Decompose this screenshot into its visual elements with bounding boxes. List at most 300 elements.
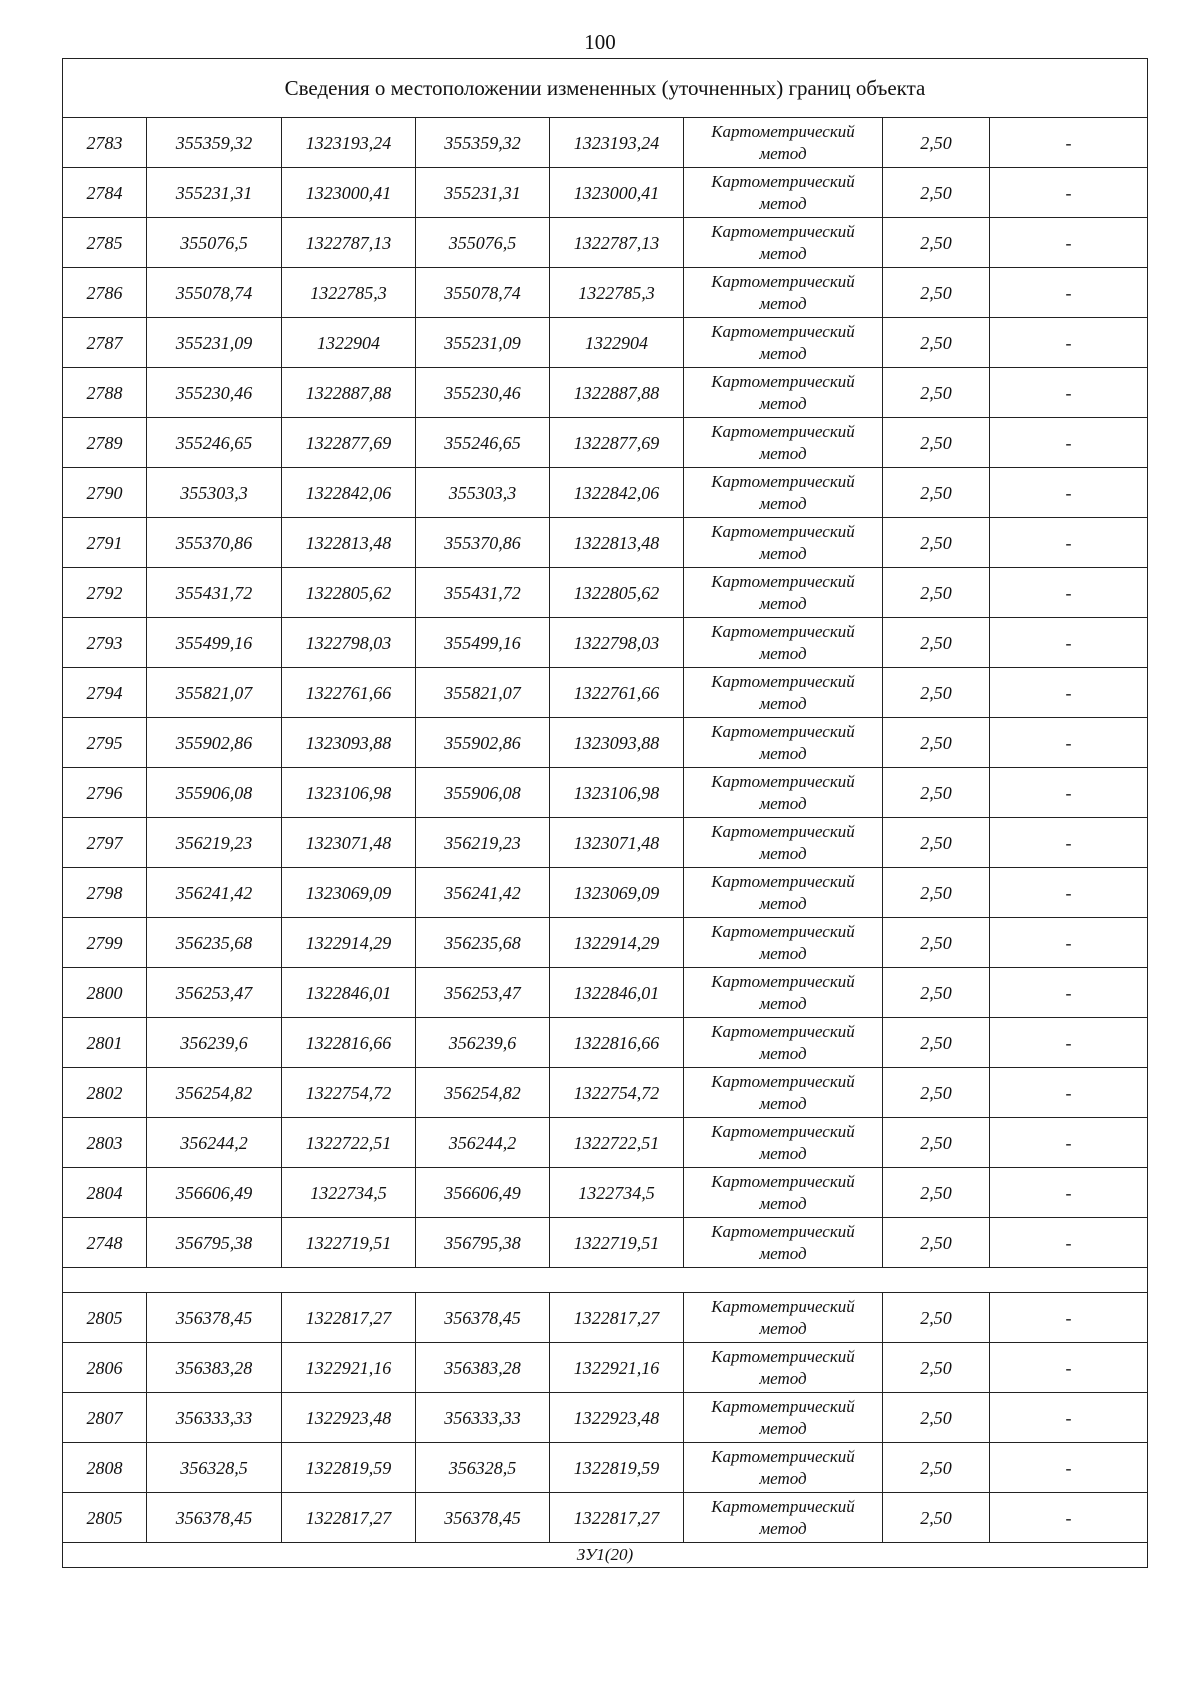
note-cell: - xyxy=(990,368,1148,418)
boundary-coordinates-table xyxy=(62,58,1148,1568)
y-new-cell: 1322719,51 xyxy=(550,1218,684,1268)
precision-cell: 2,50 xyxy=(883,418,990,468)
method-line-1: Картометрический xyxy=(711,571,855,591)
point-number-cell: 2806 xyxy=(63,1343,147,1393)
note-cell: - xyxy=(990,668,1148,718)
y-new-cell: 1322817,27 xyxy=(550,1293,684,1343)
y-existing-cell: 1322719,51 xyxy=(282,1218,416,1268)
precision-cell: 2,50 xyxy=(883,1393,990,1443)
method-line-1: Картометрический xyxy=(711,421,855,441)
method-line-2: метод xyxy=(759,243,807,263)
note-cell: - xyxy=(990,518,1148,568)
table-row xyxy=(63,518,1148,568)
x-existing-cell: 356254,82 xyxy=(147,1068,282,1118)
x-existing-cell: 356333,33 xyxy=(147,1393,282,1443)
method-line-1: Картометрический xyxy=(711,971,855,991)
table-row xyxy=(63,168,1148,218)
point-number-cell: 2788 xyxy=(63,368,147,418)
method-cell xyxy=(684,818,883,868)
method-line-1: Картометрический xyxy=(711,221,855,241)
point-number-cell: 2791 xyxy=(63,518,147,568)
point-number-cell: 2800 xyxy=(63,968,147,1018)
method-cell xyxy=(684,418,883,468)
method-line-2: метод xyxy=(759,793,807,813)
method-cell xyxy=(684,1218,883,1268)
point-number-cell: 2802 xyxy=(63,1068,147,1118)
precision-cell: 2,50 xyxy=(883,168,990,218)
point-number-cell: 2807 xyxy=(63,1393,147,1443)
method-cell xyxy=(684,568,883,618)
precision-cell: 2,50 xyxy=(883,1293,990,1343)
table-row xyxy=(63,1293,1148,1343)
point-number-cell: 2798 xyxy=(63,868,147,918)
x-existing-cell: 355902,86 xyxy=(147,718,282,768)
y-new-cell: 1322923,48 xyxy=(550,1393,684,1443)
y-new-cell: 1322904 xyxy=(550,318,684,368)
table-row xyxy=(63,118,1148,168)
y-new-cell: 1322761,66 xyxy=(550,668,684,718)
page-number: 100 xyxy=(584,30,616,54)
note-cell: - xyxy=(990,918,1148,968)
table-row xyxy=(63,468,1148,518)
y-new-cell: 1322846,01 xyxy=(550,968,684,1018)
method-line-2: метод xyxy=(759,943,807,963)
x-new-cell: 356253,47 xyxy=(416,968,550,1018)
table-row xyxy=(63,318,1148,368)
point-number-cell: 2789 xyxy=(63,418,147,468)
y-existing-cell: 1322817,27 xyxy=(282,1493,416,1543)
method-line-2: метод xyxy=(759,693,807,713)
y-new-cell: 1322813,48 xyxy=(550,518,684,568)
method-cell xyxy=(684,1443,883,1493)
x-existing-cell: 356219,23 xyxy=(147,818,282,868)
note-cell: - xyxy=(990,1393,1148,1443)
y-new-cell: 1322877,69 xyxy=(550,418,684,468)
footer-row xyxy=(63,1543,1148,1568)
method-line-2: метод xyxy=(759,1368,807,1388)
method-line-2: метод xyxy=(759,493,807,513)
table-row xyxy=(63,918,1148,968)
precision-cell: 2,50 xyxy=(883,368,990,418)
x-existing-cell: 355246,65 xyxy=(147,418,282,468)
precision-cell: 2,50 xyxy=(883,318,990,368)
y-existing-cell: 1322921,16 xyxy=(282,1343,416,1393)
y-existing-cell: 1322923,48 xyxy=(282,1393,416,1443)
point-number-cell: 2799 xyxy=(63,918,147,968)
table-row xyxy=(63,1343,1148,1393)
x-new-cell: 356378,45 xyxy=(416,1493,550,1543)
method-cell xyxy=(684,1343,883,1393)
y-existing-cell: 1323069,09 xyxy=(282,868,416,918)
note-cell: - xyxy=(990,1118,1148,1168)
point-number-cell: 2785 xyxy=(63,218,147,268)
y-new-cell: 1322921,16 xyxy=(550,1343,684,1393)
x-new-cell: 356239,6 xyxy=(416,1018,550,1068)
x-new-cell: 355076,5 xyxy=(416,218,550,268)
y-existing-cell: 1322722,51 xyxy=(282,1118,416,1168)
precision-cell: 2,50 xyxy=(883,268,990,318)
table-row xyxy=(63,368,1148,418)
x-new-cell: 356328,5 xyxy=(416,1443,550,1493)
x-existing-cell: 355431,72 xyxy=(147,568,282,618)
precision-cell: 2,50 xyxy=(883,1068,990,1118)
point-number-cell: 2808 xyxy=(63,1443,147,1493)
point-number-cell: 2801 xyxy=(63,1018,147,1068)
x-new-cell: 356378,45 xyxy=(416,1293,550,1343)
method-line-1: Картометрический xyxy=(711,271,855,291)
method-line-2: метод xyxy=(759,1518,807,1538)
x-existing-cell: 355231,09 xyxy=(147,318,282,368)
x-new-cell: 356606,49 xyxy=(416,1168,550,1218)
note-cell: - xyxy=(990,818,1148,868)
table-row xyxy=(63,1168,1148,1218)
y-new-cell: 1322819,59 xyxy=(550,1443,684,1493)
note-cell: - xyxy=(990,468,1148,518)
y-new-cell: 1322722,51 xyxy=(550,1118,684,1168)
table-row xyxy=(63,1018,1148,1068)
y-new-cell: 1322798,03 xyxy=(550,618,684,668)
y-existing-cell: 1322846,01 xyxy=(282,968,416,1018)
y-new-cell: 1322817,27 xyxy=(550,1493,684,1543)
method-cell xyxy=(684,1018,883,1068)
table-title-row xyxy=(63,59,1148,118)
point-number-cell: 2787 xyxy=(63,318,147,368)
note-cell: - xyxy=(990,618,1148,668)
x-new-cell: 356241,42 xyxy=(416,868,550,918)
method-line-2: метод xyxy=(759,1318,807,1338)
method-cell xyxy=(684,118,883,168)
method-line-1: Картометрический xyxy=(711,121,855,141)
point-number-cell: 2748 xyxy=(63,1218,147,1268)
note-cell: - xyxy=(990,868,1148,918)
y-new-cell: 1323093,88 xyxy=(550,718,684,768)
method-line-1: Картометрический xyxy=(711,721,855,741)
method-cell xyxy=(684,318,883,368)
table-row xyxy=(63,268,1148,318)
table-row xyxy=(63,768,1148,818)
y-existing-cell: 1323106,98 xyxy=(282,768,416,818)
precision-cell: 2,50 xyxy=(883,718,990,768)
precision-cell: 2,50 xyxy=(883,618,990,668)
method-line-1: Картометрический xyxy=(711,371,855,391)
method-line-1: Картометрический xyxy=(711,521,855,541)
precision-cell: 2,50 xyxy=(883,1218,990,1268)
method-cell xyxy=(684,218,883,268)
x-existing-cell: 356328,5 xyxy=(147,1443,282,1493)
separator-cell xyxy=(63,1268,1148,1293)
precision-cell: 2,50 xyxy=(883,468,990,518)
method-line-2: метод xyxy=(759,593,807,613)
note-cell: - xyxy=(990,318,1148,368)
x-existing-cell: 355499,16 xyxy=(147,618,282,668)
y-new-cell: 1323193,24 xyxy=(550,118,684,168)
method-line-1: Картометрический xyxy=(711,321,855,341)
y-new-cell: 1323071,48 xyxy=(550,818,684,868)
table-row xyxy=(63,1443,1148,1493)
note-cell: - xyxy=(990,1443,1148,1493)
x-new-cell: 356254,82 xyxy=(416,1068,550,1118)
note-cell: - xyxy=(990,1018,1148,1068)
x-new-cell: 355359,32 xyxy=(416,118,550,168)
note-cell: - xyxy=(990,1493,1148,1543)
x-existing-cell: 355231,31 xyxy=(147,168,282,218)
x-existing-cell: 355821,07 xyxy=(147,668,282,718)
method-line-1: Картометрический xyxy=(711,821,855,841)
method-cell xyxy=(684,618,883,668)
method-line-1: Картометрический xyxy=(711,671,855,691)
note-cell: - xyxy=(990,168,1148,218)
y-existing-cell: 1322914,29 xyxy=(282,918,416,968)
method-line-1: Картометрический xyxy=(711,1121,855,1141)
method-line-1: Картометрический xyxy=(711,1296,855,1316)
y-existing-cell: 1322734,5 xyxy=(282,1168,416,1218)
method-line-2: метод xyxy=(759,543,807,563)
x-existing-cell: 355303,3 xyxy=(147,468,282,518)
point-number-cell: 2805 xyxy=(63,1293,147,1343)
x-existing-cell: 356378,45 xyxy=(147,1293,282,1343)
method-line-2: метод xyxy=(759,1093,807,1113)
x-new-cell: 355370,86 xyxy=(416,518,550,568)
x-new-cell: 355821,07 xyxy=(416,668,550,718)
precision-cell: 2,50 xyxy=(883,918,990,968)
table-row xyxy=(63,818,1148,868)
method-cell xyxy=(684,1293,883,1343)
note-cell: - xyxy=(990,1343,1148,1393)
note-cell: - xyxy=(990,1293,1148,1343)
precision-cell: 2,50 xyxy=(883,968,990,1018)
point-number-cell: 2786 xyxy=(63,268,147,318)
y-new-cell: 1322805,62 xyxy=(550,568,684,618)
y-existing-cell: 1322785,3 xyxy=(282,268,416,318)
precision-cell: 2,50 xyxy=(883,1118,990,1168)
x-existing-cell: 356239,6 xyxy=(147,1018,282,1068)
method-line-1: Картометрический xyxy=(711,1021,855,1041)
method-line-2: метод xyxy=(759,1043,807,1063)
table-row xyxy=(63,668,1148,718)
method-cell xyxy=(684,1393,883,1443)
y-new-cell: 1322787,13 xyxy=(550,218,684,268)
method-line-2: метод xyxy=(759,1468,807,1488)
method-cell xyxy=(684,768,883,818)
x-new-cell: 355246,65 xyxy=(416,418,550,468)
precision-cell: 2,50 xyxy=(883,518,990,568)
x-existing-cell: 355359,32 xyxy=(147,118,282,168)
table-row xyxy=(63,1068,1148,1118)
y-existing-cell: 1322904 xyxy=(282,318,416,368)
y-existing-cell: 1322816,66 xyxy=(282,1018,416,1068)
precision-cell: 2,50 xyxy=(883,1018,990,1068)
y-existing-cell: 1322754,72 xyxy=(282,1068,416,1118)
x-new-cell: 356333,33 xyxy=(416,1393,550,1443)
point-number-cell: 2803 xyxy=(63,1118,147,1168)
method-line-2: метод xyxy=(759,293,807,313)
x-new-cell: 355078,74 xyxy=(416,268,550,318)
x-new-cell: 356244,2 xyxy=(416,1118,550,1168)
method-line-2: метод xyxy=(759,443,807,463)
point-number-cell: 2805 xyxy=(63,1493,147,1543)
x-new-cell: 355303,3 xyxy=(416,468,550,518)
y-new-cell: 1322887,88 xyxy=(550,368,684,418)
method-line-2: метод xyxy=(759,193,807,213)
note-cell: - xyxy=(990,718,1148,768)
y-new-cell: 1322842,06 xyxy=(550,468,684,518)
precision-cell: 2,50 xyxy=(883,768,990,818)
method-line-2: метод xyxy=(759,643,807,663)
x-new-cell: 355231,09 xyxy=(416,318,550,368)
method-line-2: метод xyxy=(759,343,807,363)
method-line-1: Картометрический xyxy=(711,921,855,941)
x-existing-cell: 355370,86 xyxy=(147,518,282,568)
point-number-cell: 2793 xyxy=(63,618,147,668)
point-number-cell: 2792 xyxy=(63,568,147,618)
point-number-cell: 2784 xyxy=(63,168,147,218)
y-existing-cell: 1323071,48 xyxy=(282,818,416,868)
method-line-2: метод xyxy=(759,1418,807,1438)
y-existing-cell: 1322817,27 xyxy=(282,1293,416,1343)
method-line-1: Картометрический xyxy=(711,471,855,491)
method-line-2: метод xyxy=(759,743,807,763)
x-existing-cell: 356253,47 xyxy=(147,968,282,1018)
table-row xyxy=(63,718,1148,768)
method-cell xyxy=(684,518,883,568)
y-existing-cell: 1322887,88 xyxy=(282,368,416,418)
method-line-1: Картометрический xyxy=(711,1171,855,1191)
method-cell xyxy=(684,868,883,918)
point-number-cell: 2790 xyxy=(63,468,147,518)
table-title: Сведения о местоположении измененных (уточненных) границ объекта xyxy=(63,59,1148,118)
x-existing-cell: 356244,2 xyxy=(147,1118,282,1168)
note-cell: - xyxy=(990,1068,1148,1118)
y-new-cell: 1322734,5 xyxy=(550,1168,684,1218)
y-existing-cell: 1322798,03 xyxy=(282,618,416,668)
precision-cell: 2,50 xyxy=(883,868,990,918)
x-existing-cell: 356606,49 xyxy=(147,1168,282,1218)
x-new-cell: 355902,86 xyxy=(416,718,550,768)
precision-cell: 2,50 xyxy=(883,818,990,868)
method-line-1: Картометрический xyxy=(711,1396,855,1416)
x-existing-cell: 355078,74 xyxy=(147,268,282,318)
y-new-cell: 1323106,98 xyxy=(550,768,684,818)
precision-cell: 2,50 xyxy=(883,1343,990,1393)
y-existing-cell: 1322813,48 xyxy=(282,518,416,568)
point-number-cell: 2797 xyxy=(63,818,147,868)
x-existing-cell: 356235,68 xyxy=(147,918,282,968)
x-new-cell: 355230,46 xyxy=(416,368,550,418)
method-line-1: Картометрический xyxy=(711,1446,855,1466)
y-existing-cell: 1322877,69 xyxy=(282,418,416,468)
method-line-2: метод xyxy=(759,393,807,413)
precision-cell: 2,50 xyxy=(883,1168,990,1218)
table-row xyxy=(63,1493,1148,1543)
method-cell xyxy=(684,1068,883,1118)
method-cell xyxy=(684,718,883,768)
method-line-2: метод xyxy=(759,893,807,913)
table-row xyxy=(63,1118,1148,1168)
method-cell xyxy=(684,168,883,218)
table-row xyxy=(63,1218,1148,1268)
method-cell xyxy=(684,918,883,968)
precision-cell: 2,50 xyxy=(883,668,990,718)
table-row xyxy=(63,418,1148,468)
precision-cell: 2,50 xyxy=(883,568,990,618)
method-cell xyxy=(684,268,883,318)
method-line-2: метод xyxy=(759,1193,807,1213)
x-new-cell: 356383,28 xyxy=(416,1343,550,1393)
method-line-2: метод xyxy=(759,143,807,163)
method-line-1: Картометрический xyxy=(711,1071,855,1091)
point-number-cell: 2804 xyxy=(63,1168,147,1218)
method-cell xyxy=(684,1118,883,1168)
precision-cell: 2,50 xyxy=(883,1443,990,1493)
table-row xyxy=(63,868,1148,918)
note-cell: - xyxy=(990,418,1148,468)
method-line-2: метод xyxy=(759,1143,807,1163)
y-existing-cell: 1323000,41 xyxy=(282,168,416,218)
x-new-cell: 355231,31 xyxy=(416,168,550,218)
x-existing-cell: 355906,08 xyxy=(147,768,282,818)
method-line-1: Картометрический xyxy=(711,1346,855,1366)
table-row xyxy=(63,1393,1148,1443)
x-new-cell: 355431,72 xyxy=(416,568,550,618)
method-line-2: метод xyxy=(759,843,807,863)
point-number-cell: 2796 xyxy=(63,768,147,818)
x-existing-cell: 356383,28 xyxy=(147,1343,282,1393)
y-existing-cell: 1322819,59 xyxy=(282,1443,416,1493)
x-new-cell: 355499,16 xyxy=(416,618,550,668)
method-line-2: метод xyxy=(759,993,807,1013)
y-new-cell: 1323069,09 xyxy=(550,868,684,918)
point-number-cell: 2794 xyxy=(63,668,147,718)
note-cell: - xyxy=(990,968,1148,1018)
method-cell xyxy=(684,968,883,1018)
method-cell xyxy=(684,668,883,718)
method-line-1: Картометрический xyxy=(711,171,855,191)
precision-cell: 2,50 xyxy=(883,1493,990,1543)
x-new-cell: 355906,08 xyxy=(416,768,550,818)
note-cell: - xyxy=(990,768,1148,818)
method-cell xyxy=(684,1168,883,1218)
y-existing-cell: 1322761,66 xyxy=(282,668,416,718)
method-line-1: Картометрический xyxy=(711,871,855,891)
precision-cell: 2,50 xyxy=(883,118,990,168)
point-number-cell: 2795 xyxy=(63,718,147,768)
x-existing-cell: 356378,45 xyxy=(147,1493,282,1543)
note-cell: - xyxy=(990,1218,1148,1268)
y-new-cell: 1323000,41 xyxy=(550,168,684,218)
y-new-cell: 1322914,29 xyxy=(550,918,684,968)
y-existing-cell: 1323193,24 xyxy=(282,118,416,168)
method-line-1: Картометрический xyxy=(711,1496,855,1516)
parcel-label: ЗУ1(20) xyxy=(63,1543,1148,1568)
y-existing-cell: 1323093,88 xyxy=(282,718,416,768)
x-new-cell: 356235,68 xyxy=(416,918,550,968)
method-cell xyxy=(684,1493,883,1543)
method-cell xyxy=(684,468,883,518)
x-existing-cell: 356241,42 xyxy=(147,868,282,918)
x-existing-cell: 356795,38 xyxy=(147,1218,282,1268)
note-cell: - xyxy=(990,568,1148,618)
note-cell: - xyxy=(990,1168,1148,1218)
precision-cell: 2,50 xyxy=(883,218,990,268)
method-cell xyxy=(684,368,883,418)
x-existing-cell: 355230,46 xyxy=(147,368,282,418)
x-new-cell: 356795,38 xyxy=(416,1218,550,1268)
y-new-cell: 1322754,72 xyxy=(550,1068,684,1118)
note-cell: - xyxy=(990,118,1148,168)
method-line-1: Картометрический xyxy=(711,621,855,641)
note-cell: - xyxy=(990,268,1148,318)
method-line-1: Картометрический xyxy=(711,1221,855,1241)
